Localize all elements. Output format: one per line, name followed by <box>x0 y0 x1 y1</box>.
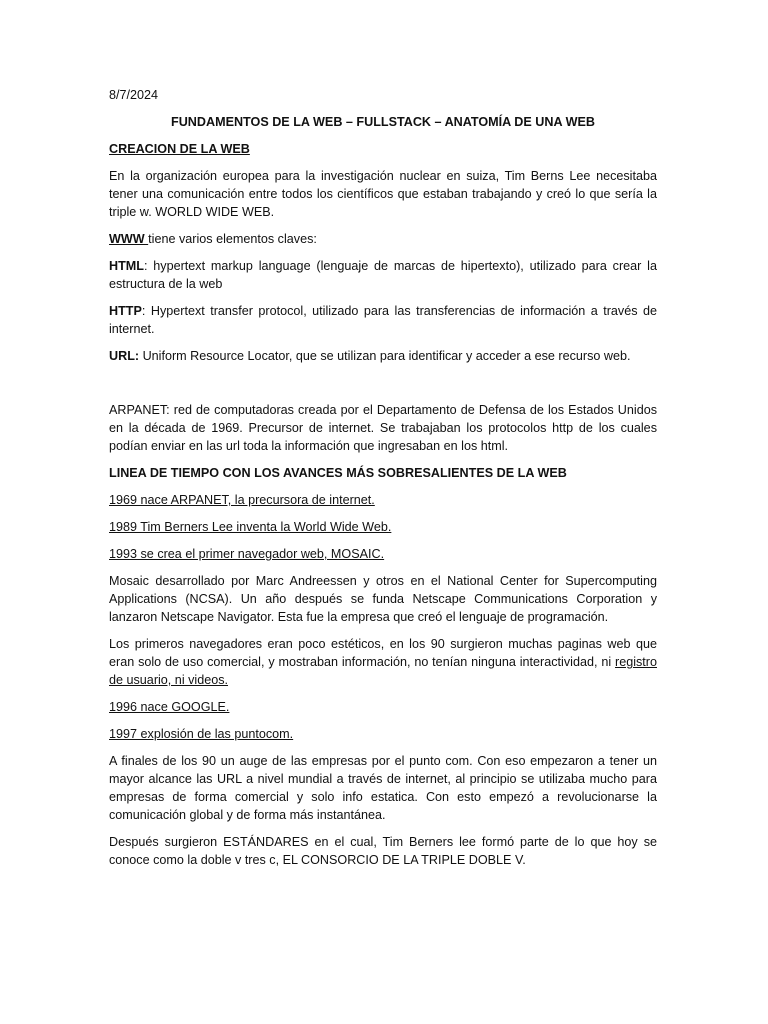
document-title: FUNDAMENTOS DE LA WEB – FULLSTACK – ANATOMÍA DE UNA WEB <box>171 115 595 129</box>
document-page <box>109 86 657 878</box>
section-heading-timeline: LINEA DE TIEMPO CON LOS AVANCES MÁS SOBRESALIENTES DE LA WEB <box>109 466 567 480</box>
document-date: 8/7/2024 <box>109 88 159 102</box>
html-text: : hypertext markup language (lenguaje de marcas de hipertexto), utilizado para crear la estructura de la web <box>109 259 657 291</box>
browsers-text: Los primeros navegadores eran poco estéticos, en los 90 surgieron muchas paginas web que eran solo de uso comercial, y mostraban información, no tenían ninguna interactividad, ni <box>109 637 657 669</box>
blank-spacer <box>109 374 657 401</box>
timeline-item-1996: 1996 nace GOOGLE. <box>109 700 230 714</box>
paragraph-standards: Después surgieron ESTÁNDARES en el cual, Tim Berners lee formó parte de lo que hoy se conoce como la doble v tres c, EL CONSORCIO DE LA TRIPLE DOBLE V. <box>109 835 657 867</box>
browsers-underlined-text: registro de usuario, ni videos. <box>109 655 657 687</box>
http-text: : Hypertext transfer protocol, utilizado para las transferencias de información a través de internet. <box>109 304 657 336</box>
timeline-item-1997: 1997 explosión de las puntocom. <box>109 727 294 741</box>
timeline-item-1989: 1989 Tim Berners Lee inventa la World Wide Web. <box>109 520 392 534</box>
url-label: URL: <box>109 349 140 363</box>
paragraph-url <box>109 347 657 365</box>
www-label: WWW <box>109 232 149 246</box>
paragraph-http <box>109 302 657 338</box>
www-text: tiene varios elementos claves: <box>148 232 317 246</box>
timeline-item-1993: 1993 se crea el primer navegador web, MOSAIC. <box>109 547 385 561</box>
paragraph-late-90s: A finales de los 90 un auge de las empresas por el punto com. Con eso empezaron a tener un mayor alcance las URL a nivel mundial a través de internet, al principio se utilizaba mucho para empresas de forma comercial y solo info estatica. Con esto empezó a revolucionarse la comunicación global y de forma más instantánea. <box>109 754 657 822</box>
paragraph-creacion-intro: En la organización europea para la investigación nuclear en suiza, Tim Berns Lee necesitaba tener una comunicación entre todos los científicos que estaban trabajando y creó lo que sería la triple w. WORLD WIDE WEB. <box>109 169 657 219</box>
paragraph-mosaic: Mosaic desarrollado por Marc Andreessen y otros en el National Center for Supercomputing Applications (NCSA). Un año después se funda Netscape Communications Corporation y lanzaron Netscape Navigator. Esta fue la empresa que creó el lenguaje de programación. <box>109 574 657 624</box>
timeline-item-1969: 1969 nace ARPANET, la precursora de internet. <box>109 493 375 507</box>
http-label: HTTP <box>109 304 142 318</box>
paragraph-www <box>109 230 657 248</box>
section-heading-creacion: CREACION DE LA WEB <box>109 142 250 156</box>
paragraph-arpanet: ARPANET: red de computadoras creada por el Departamento de Defensa de los Estados Unidos en la década de 1969. Precursor de internet. Se trabajaban los protocolos http de los cuales podían enviar en las url toda la información que ingresaban en los html. <box>109 403 657 453</box>
url-text: Uniform Resource Locator, que se utilizan para identificar y acceder a ese recurso web. <box>139 349 631 363</box>
html-label: HTML <box>109 259 144 273</box>
paragraph-browsers <box>109 635 657 689</box>
paragraph-html <box>109 257 657 293</box>
